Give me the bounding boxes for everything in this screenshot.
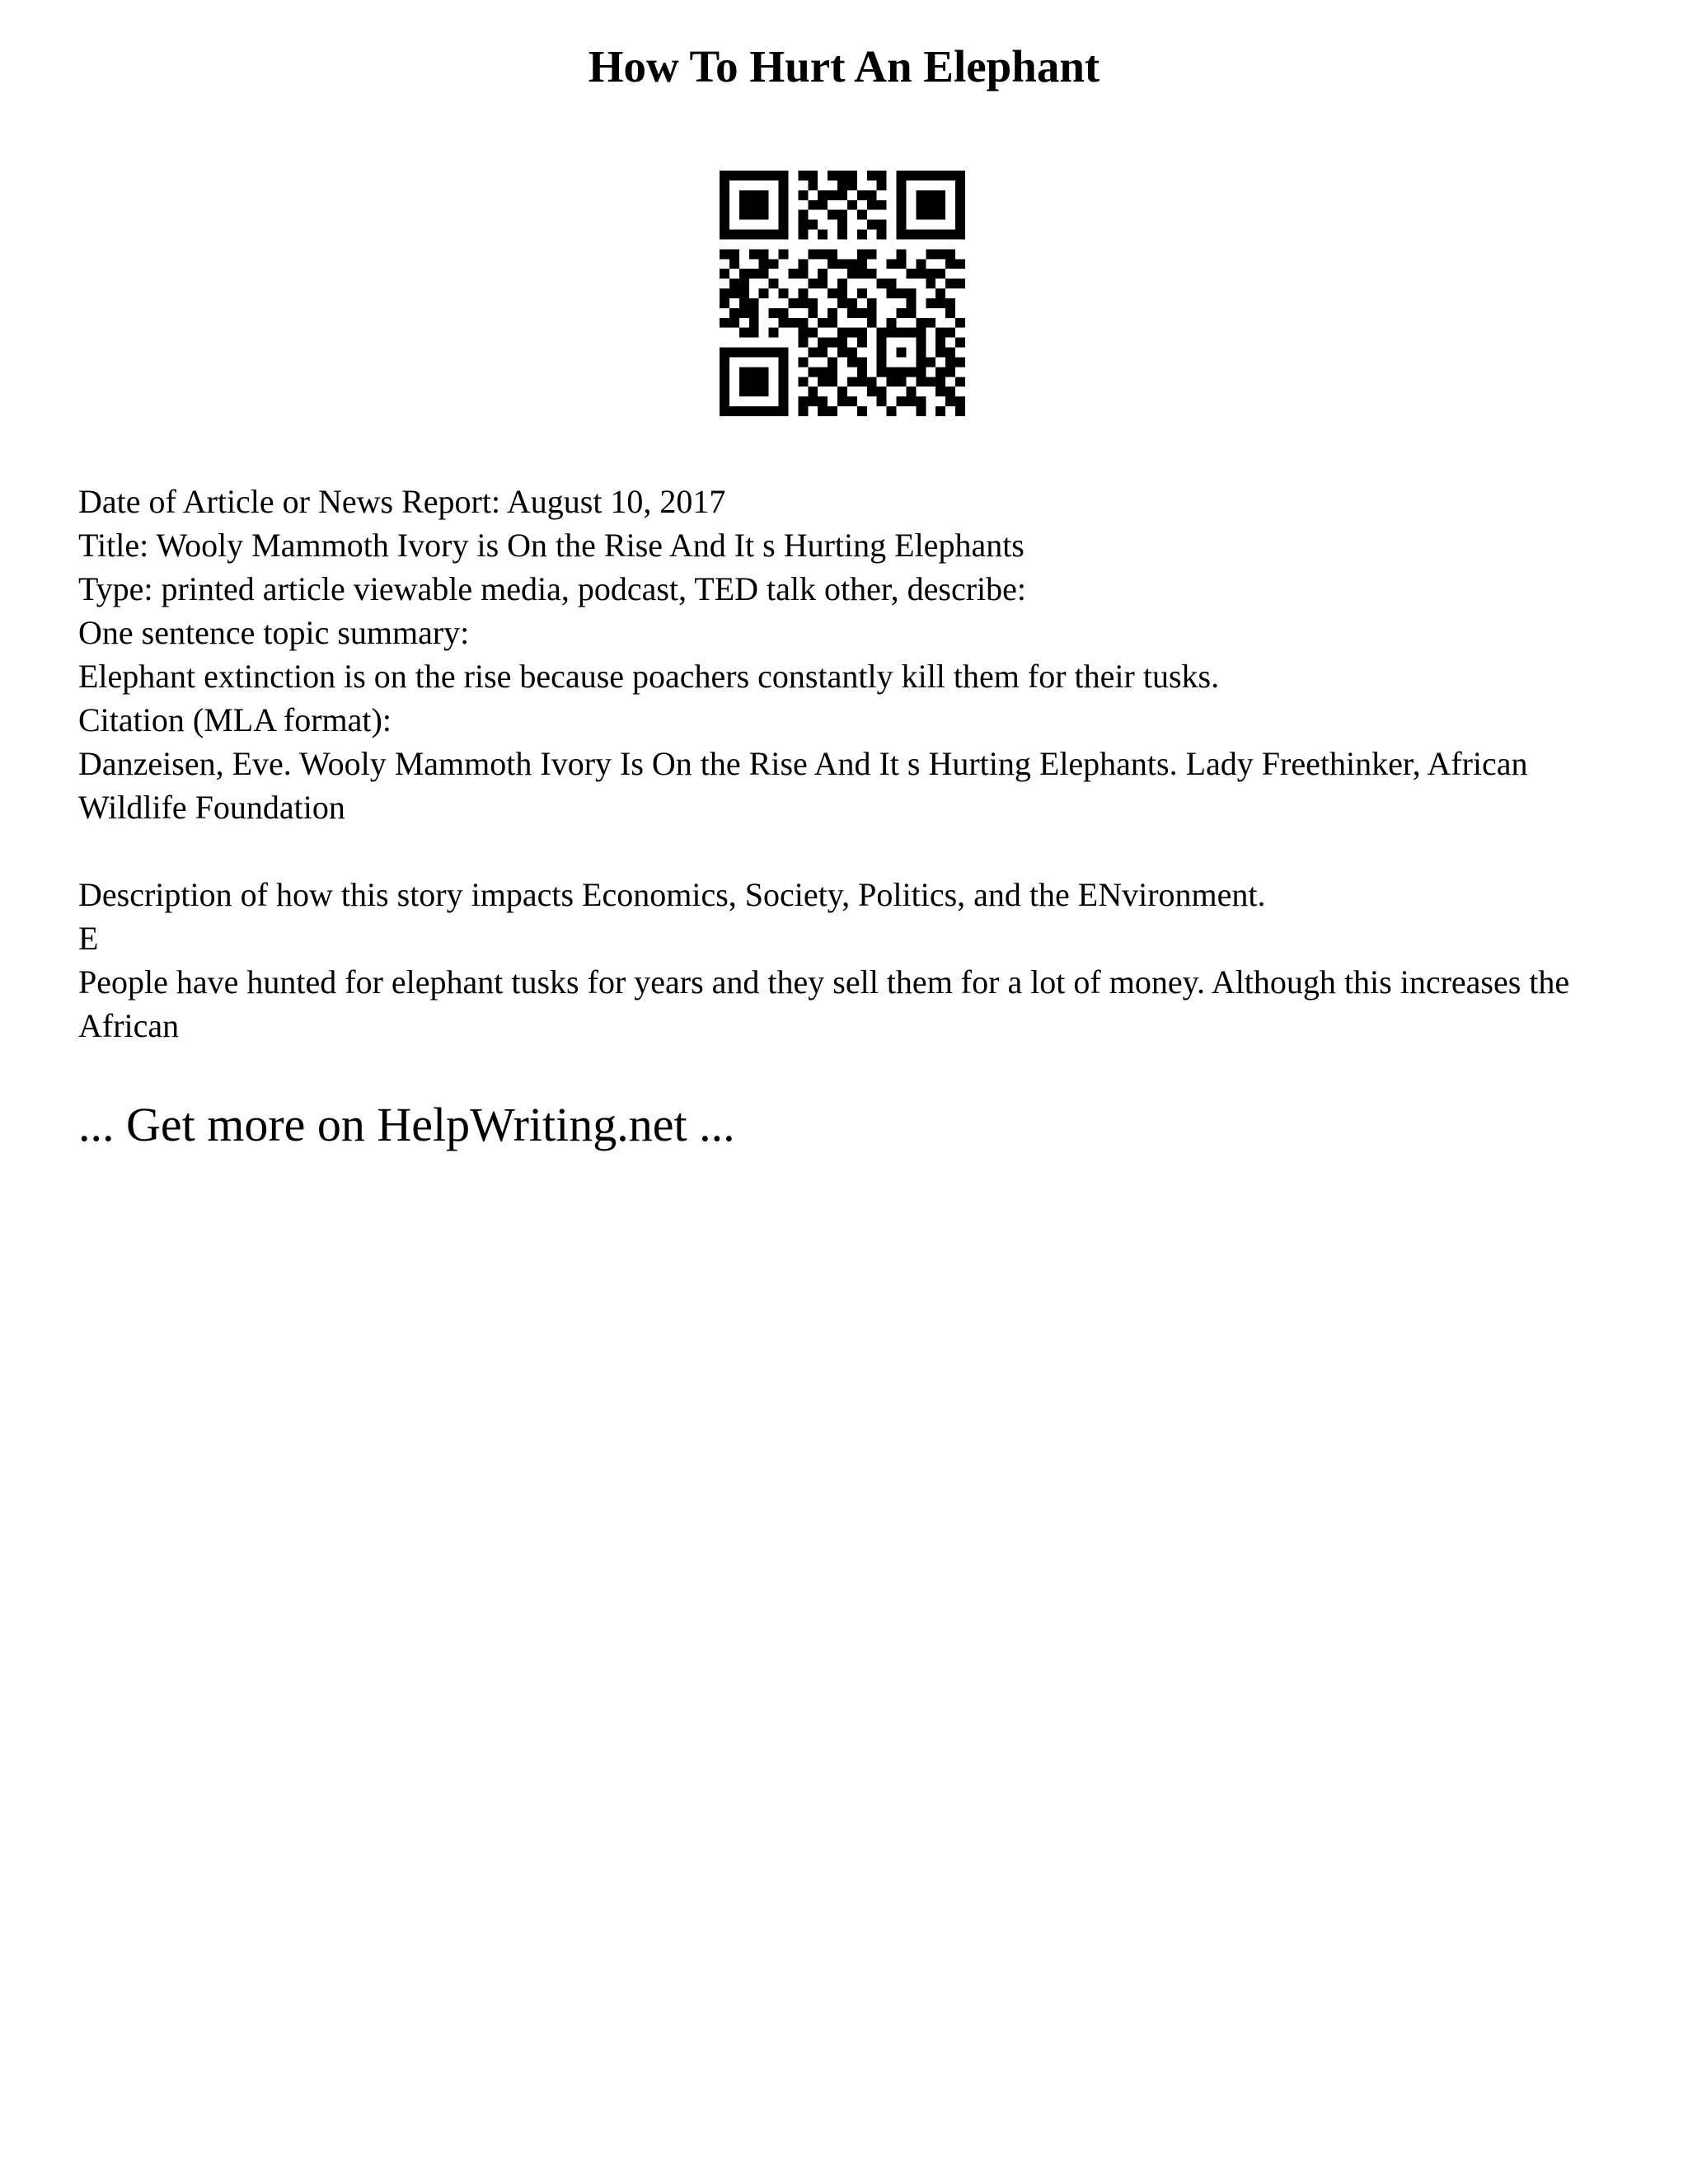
paragraph-gap [78, 829, 1628, 873]
description-text: People have hunted for elephant tusks for years and they sell them for a lot of money. Although this increases the African [78, 963, 1570, 1044]
date-line: Date of Article or News Report: August 10, 2017 [78, 483, 726, 520]
summary-label: One sentence topic summary: [78, 614, 470, 651]
page-title: How To Hurt An Elephant [588, 41, 1100, 91]
qr-code-icon [720, 171, 965, 416]
citation-text: Danzeisen, Eve. Wooly Mammoth Ivory Is On the Rise And It s Hurting Elephants. Lady Freethinker, African Wildlife Foundation [78, 745, 1528, 826]
type-line: Type: printed article viewable media, podcast, TED talk other, describe: [78, 570, 1026, 607]
section-letter: E [78, 920, 99, 957]
description-label: Description of how this story impacts Economics, Society, Politics, and the ENvironment. [78, 876, 1266, 913]
citation-label: Citation (MLA format): [78, 701, 392, 738]
article-title-line: Title: Wooly Mammoth Ivory is On the Rise And It s Hurting Elephants [78, 527, 1025, 564]
article-body [78, 480, 1628, 1047]
summary-text: Elephant extinction is on the rise because poachers constantly kill them for their tusks. [78, 658, 1220, 695]
get-more-link[interactable]: ... Get more on HelpWriting.net ... [78, 1098, 735, 1151]
